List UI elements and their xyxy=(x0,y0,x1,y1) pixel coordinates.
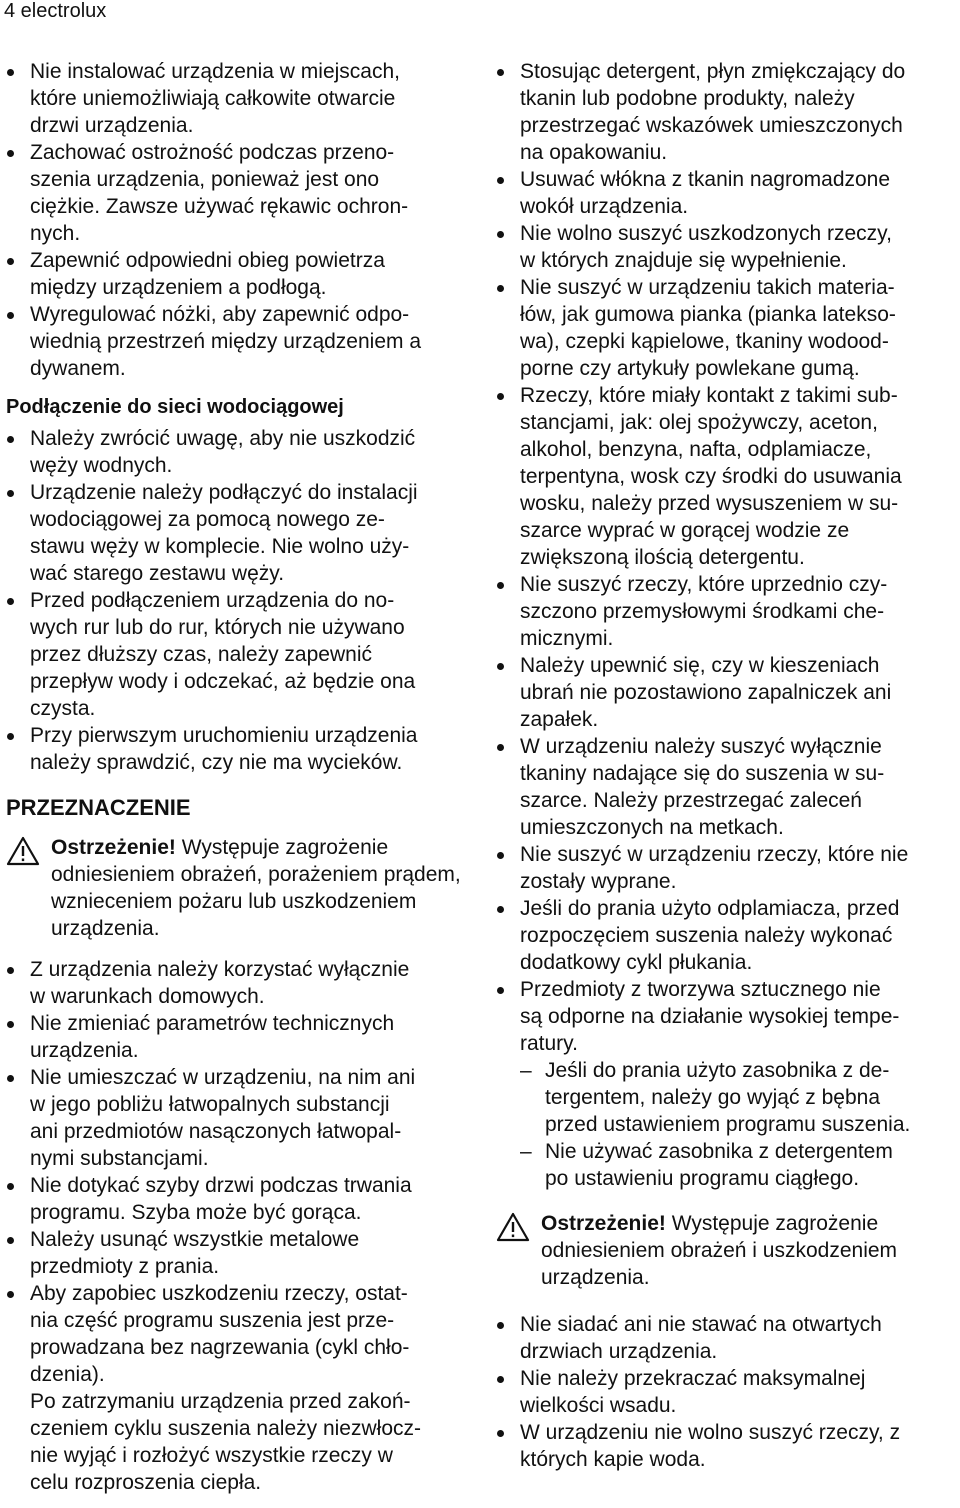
warning-triangle-icon xyxy=(496,1212,530,1242)
bullet-icon xyxy=(497,744,504,751)
list-item: Należy usunąć wszystkie metalowe przedmioty z prania. xyxy=(6,1226,472,1280)
list-item: Nie należy przekraczać maksymalnej wielkości wsadu. xyxy=(496,1365,958,1419)
bullet-icon xyxy=(497,285,504,292)
list-item: Urządzenie należy podłączyć do instalacji wodociągowej za pomocą nowego ze- stawu węży w komplecie. Nie wolno uży- wać starego zestawu węży. xyxy=(6,479,472,587)
purpose-list xyxy=(6,956,472,1388)
list-item: Należy upewnić się, czy w kieszeniach ubrań nie pozostawiono zapalniczek ani zapałek. xyxy=(496,652,958,733)
left-column xyxy=(6,58,472,1496)
bullet-icon xyxy=(497,69,504,76)
section-title: PRZEZNACZENIE xyxy=(6,795,191,820)
bullet-icon xyxy=(7,436,14,443)
list-item: Nie umieszczać w urządzeniu, na nim ani w jego pobliżu łatwopalnych substancji ani przedmiotów nasączonych łatwopal- nymi substancjami. xyxy=(6,1064,472,1172)
list-item: Przedmioty z tworzywa sztucznego nie są odporne na działanie wysokiej tempe- ratury. xyxy=(496,976,958,1057)
list-item: Przed podłączeniem urządzenia do no- wych rur lub do rur, których nie używano przez dłuższy czas, należy zapewnić przepływ wody i odczekać, aż będzie ona czysta. xyxy=(6,587,472,722)
bullet-icon xyxy=(497,987,504,994)
door-load-list xyxy=(496,1311,958,1473)
warning-title: Ostrzeżenie! xyxy=(51,836,176,859)
list-item: Nie zmieniać parametrów technicznych urządzenia. xyxy=(6,1010,472,1064)
bullet-icon xyxy=(7,150,14,157)
bullet-icon xyxy=(7,967,14,974)
list-item: Aby zapobiec uszkodzeniu rzeczy, ostat- nia część programu suszenia jest prze- prowadzana bez nagrzewania (cykl chło- dzenia). xyxy=(6,1280,472,1388)
bullet-icon xyxy=(7,258,14,265)
list-item: Wyregulować nóżki, aby zapewnić odpo- wiednią przestrzeń między urządzeniem a dywanem. xyxy=(6,301,472,382)
bullet-icon xyxy=(497,663,504,670)
water-connection-heading: Podłączenie do sieci wodociągowej xyxy=(6,396,344,418)
bullet-icon xyxy=(497,852,504,859)
installation-list xyxy=(6,58,472,382)
list-item: Nie suszyć rzeczy, które uprzednio czy- szczono przemysłowymi środkami che- micznymi. xyxy=(496,571,958,652)
bullet-icon xyxy=(7,69,14,76)
warning-text: Występuje zagrożenie odniesieniem obrażeń i uszkodzeniem urządzenia. xyxy=(541,1212,898,1289)
bullet-icon xyxy=(7,1183,14,1190)
warning-block xyxy=(6,834,472,942)
list-item: Nie suszyć w urządzeniu takich materia- łów, jak gumowa pianka (pianka lateksо- wa), czepki kąpielowe, tkaniny wodood- porne czy artykuły powlekane gumą. xyxy=(496,274,958,382)
bullet-icon xyxy=(497,906,504,913)
drying-safety-list xyxy=(496,58,958,1057)
list-item: Nie siadać ani nie stawać na otwartych drzwiach urządzenia. xyxy=(496,1311,958,1365)
bullet-icon xyxy=(7,1075,14,1082)
bullet-icon xyxy=(497,177,504,184)
bullet-icon xyxy=(497,393,504,400)
bullet-icon xyxy=(497,1322,504,1329)
warning-block xyxy=(496,1210,958,1291)
list-item: Stosując detergent, płyn zmiękczający do tkanin lub podobne produkty, należy przestrzegać wskazówek umieszczonych na opakowaniu. xyxy=(496,58,958,166)
bullet-icon xyxy=(497,231,504,238)
list-item: W urządzeniu nie wolno suszyć rzeczy, z których kapie woda. xyxy=(496,1419,958,1473)
list-item: Jeśli do prania użyto odplamiacza, przed rozpoczęciem suszenia należy wykonać dodatkowy cykl płukania. xyxy=(496,895,958,976)
list-item: Należy zwrócić uwagę, aby nie uszkodzić węży wodnych. xyxy=(6,425,472,479)
list-item: Nie instalować urządzenia w miejscach, które uniemożliwiają całkowite otwarcie drzwi urządzenia. xyxy=(6,58,472,139)
bullet-icon xyxy=(7,1291,14,1298)
list-item: Zapewnić odpowiedni obieg powietrza między urządzeniem a podłogą. xyxy=(6,247,472,301)
list-item: Z urządzenia należy korzystać wyłącznie w warunkach domowych. xyxy=(6,956,472,1010)
warning-title: Ostrzeżenie! xyxy=(541,1212,666,1235)
dispenser-sublist xyxy=(496,1057,958,1192)
bullet-icon xyxy=(497,1376,504,1383)
bullet-icon xyxy=(7,490,14,497)
list-item: Rzeczy, które miały kontakt z takimi sub- stancjami, jak: olej spożywczy, aceton, alkohol, benzyna, nafta, odplamiacze, terpentyna, wosk czy środki do usuwania wosku, należy przed wysuszeniem w su- szarce wyprać w gorącej wodzie ze zwiększoną ilością detergentu. xyxy=(496,382,958,571)
list-item: Zachować ostrożność podczas przeno- szenia urządzenia, ponieważ jest ono ciężkie. Zawsze używać rękawic ochron- nych. xyxy=(6,139,472,247)
sub-list-item: – Nie używać zasobnika z detergentem po ustawieniu programu ciągłego. xyxy=(520,1140,893,1190)
bullet-icon xyxy=(7,1237,14,1244)
sub-list-item: – Jeśli do prania użyto zasobnika z de- tergentem, należy go wyjąć z bębna przed ustawieniem programu suszenia. xyxy=(520,1059,911,1136)
warning-text: Występuje zagrożenie odniesieniem obrażeń, porażeniem prądem, wznieceniem pożaru lub uszkodzeniem urządzenia. xyxy=(51,836,461,940)
right-column xyxy=(496,58,958,1473)
list-item: Usuwać włókna z tkanin nagromadzone wokół urządzenia. xyxy=(496,166,958,220)
bullet-icon xyxy=(7,312,14,319)
bullet-icon xyxy=(497,1430,504,1437)
list-item: W urządzeniu należy suszyć wyłącznie tkaniny nadające się do suszenia w su- szarce. Należy przestrzegać zaleceń umieszczonych na metkach. xyxy=(496,733,958,841)
list-item: Nie wolno suszyć uszkodzonych rzeczy, w których znajduje się wypełnienie. xyxy=(496,220,958,274)
list-item: Nie suszyć w urządzeniu rzeczy, które nie zostały wyprane. xyxy=(496,841,958,895)
list-item: Przy pierwszym uruchomieniu urządzenia należy sprawdzić, czy nie ma wycieków. xyxy=(6,722,472,776)
bullet-icon xyxy=(497,582,504,589)
warning-triangle-icon xyxy=(6,836,40,866)
list-item: Nie dotykać szyby drzwi podczas trwania programu. Szyba może być gorąca. xyxy=(6,1172,472,1226)
cooling-paragraph: Po zatrzymaniu urządzenia przed zakoń- czeniem cyklu suszenia należy niezwłocz- nie wyjąć i rozłożyć wszystkie rzeczy w celu rozproszenia ciepła. xyxy=(30,1390,421,1494)
bullet-icon xyxy=(7,598,14,605)
dash-mark: – xyxy=(520,1059,532,1082)
page-header: 4 electrolux xyxy=(4,0,107,22)
water-connection-list xyxy=(6,425,472,776)
dash-mark: – xyxy=(520,1140,532,1163)
bullet-icon xyxy=(7,1021,14,1028)
bullet-icon xyxy=(7,733,14,740)
